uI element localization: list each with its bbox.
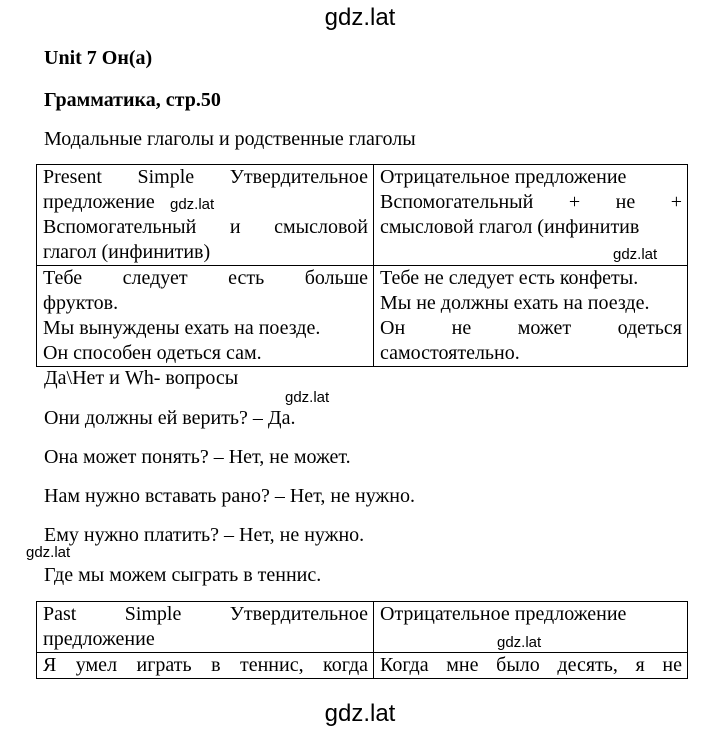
table-row — [37, 602, 688, 653]
cell-line: смысловой глагол (инфинитив — [380, 216, 640, 238]
question-line: Она может понять? – Нет, не может. — [44, 446, 351, 468]
table-cell — [37, 266, 374, 367]
table-row — [37, 653, 688, 679]
cell-line: Тебе не следует есть конфеты. — [380, 267, 639, 289]
watermark-inline-5: gdz.lat — [497, 634, 542, 651]
table-row — [37, 165, 688, 266]
cell-line: предложение — [43, 628, 155, 650]
watermark-inline-2: gdz.lat — [613, 246, 658, 263]
unit-title: Unit 7 Он(а) — [44, 47, 153, 69]
cell-line: Тебе следует есть больше — [43, 267, 368, 289]
questions-heading: Да\Нет и Wh- вопросы — [44, 367, 239, 389]
question-line: Нам нужно вставать рано? – Нет, не нужно. — [44, 485, 415, 507]
cell-line: фруктов. — [43, 292, 119, 314]
cell-line: Present Simple Утвердительное — [43, 166, 368, 188]
table-cell — [374, 165, 688, 266]
watermark-inline-4: gdz.lat — [26, 544, 71, 561]
question-line: Где мы можем сыграть в теннис. — [44, 564, 322, 586]
cell-line: Я умел играть в теннис, когда — [43, 654, 368, 676]
section-title: Грамматика, стр.50 — [44, 89, 221, 111]
watermark-inline-3: gdz.lat — [285, 389, 330, 406]
table-cell — [374, 653, 688, 679]
table-row — [37, 266, 688, 367]
table-cell — [374, 266, 688, 367]
grammar-table-past — [36, 601, 688, 679]
grammar-table-present — [36, 164, 688, 367]
cell-line: самостоятельно. — [380, 342, 520, 364]
table-cell — [37, 602, 374, 653]
cell-line: Вспомогательный и смысловой — [43, 216, 368, 238]
cell-line: Мы не должны ехать на поезде. — [380, 292, 650, 314]
cell-line: Мы вынуждены ехать на поезде. — [43, 317, 321, 339]
cell-line: Когда мне было десять, я не — [380, 654, 682, 676]
cell-line: Отрицательное предложение — [380, 603, 627, 625]
cell-line: Он способен одеться сам. — [43, 342, 262, 364]
watermark-top: gdz.lat — [324, 4, 396, 31]
cell-line: предложение — [43, 191, 155, 213]
cell-line: Он не может одеться — [380, 317, 682, 339]
table-cell — [37, 653, 374, 679]
watermark-bottom: gdz.lat — [324, 700, 396, 727]
table-cell — [37, 165, 374, 266]
subtitle: Модальные глаголы и родственные глаголы — [44, 128, 416, 150]
cell-line: глагол (инфинитив) — [43, 241, 211, 263]
cell-line: Past Simple Утвердительное — [43, 603, 368, 625]
question-line: Они должны ей верить? – Да. — [44, 407, 296, 429]
cell-line: Вспомогательный + не + — [380, 191, 682, 213]
table-cell — [374, 602, 688, 653]
watermark-inline-1: gdz.lat — [170, 196, 215, 213]
cell-line: Отрицательное предложение — [380, 166, 627, 188]
question-line: Ему нужно платить? – Нет, не нужно. — [44, 524, 365, 546]
